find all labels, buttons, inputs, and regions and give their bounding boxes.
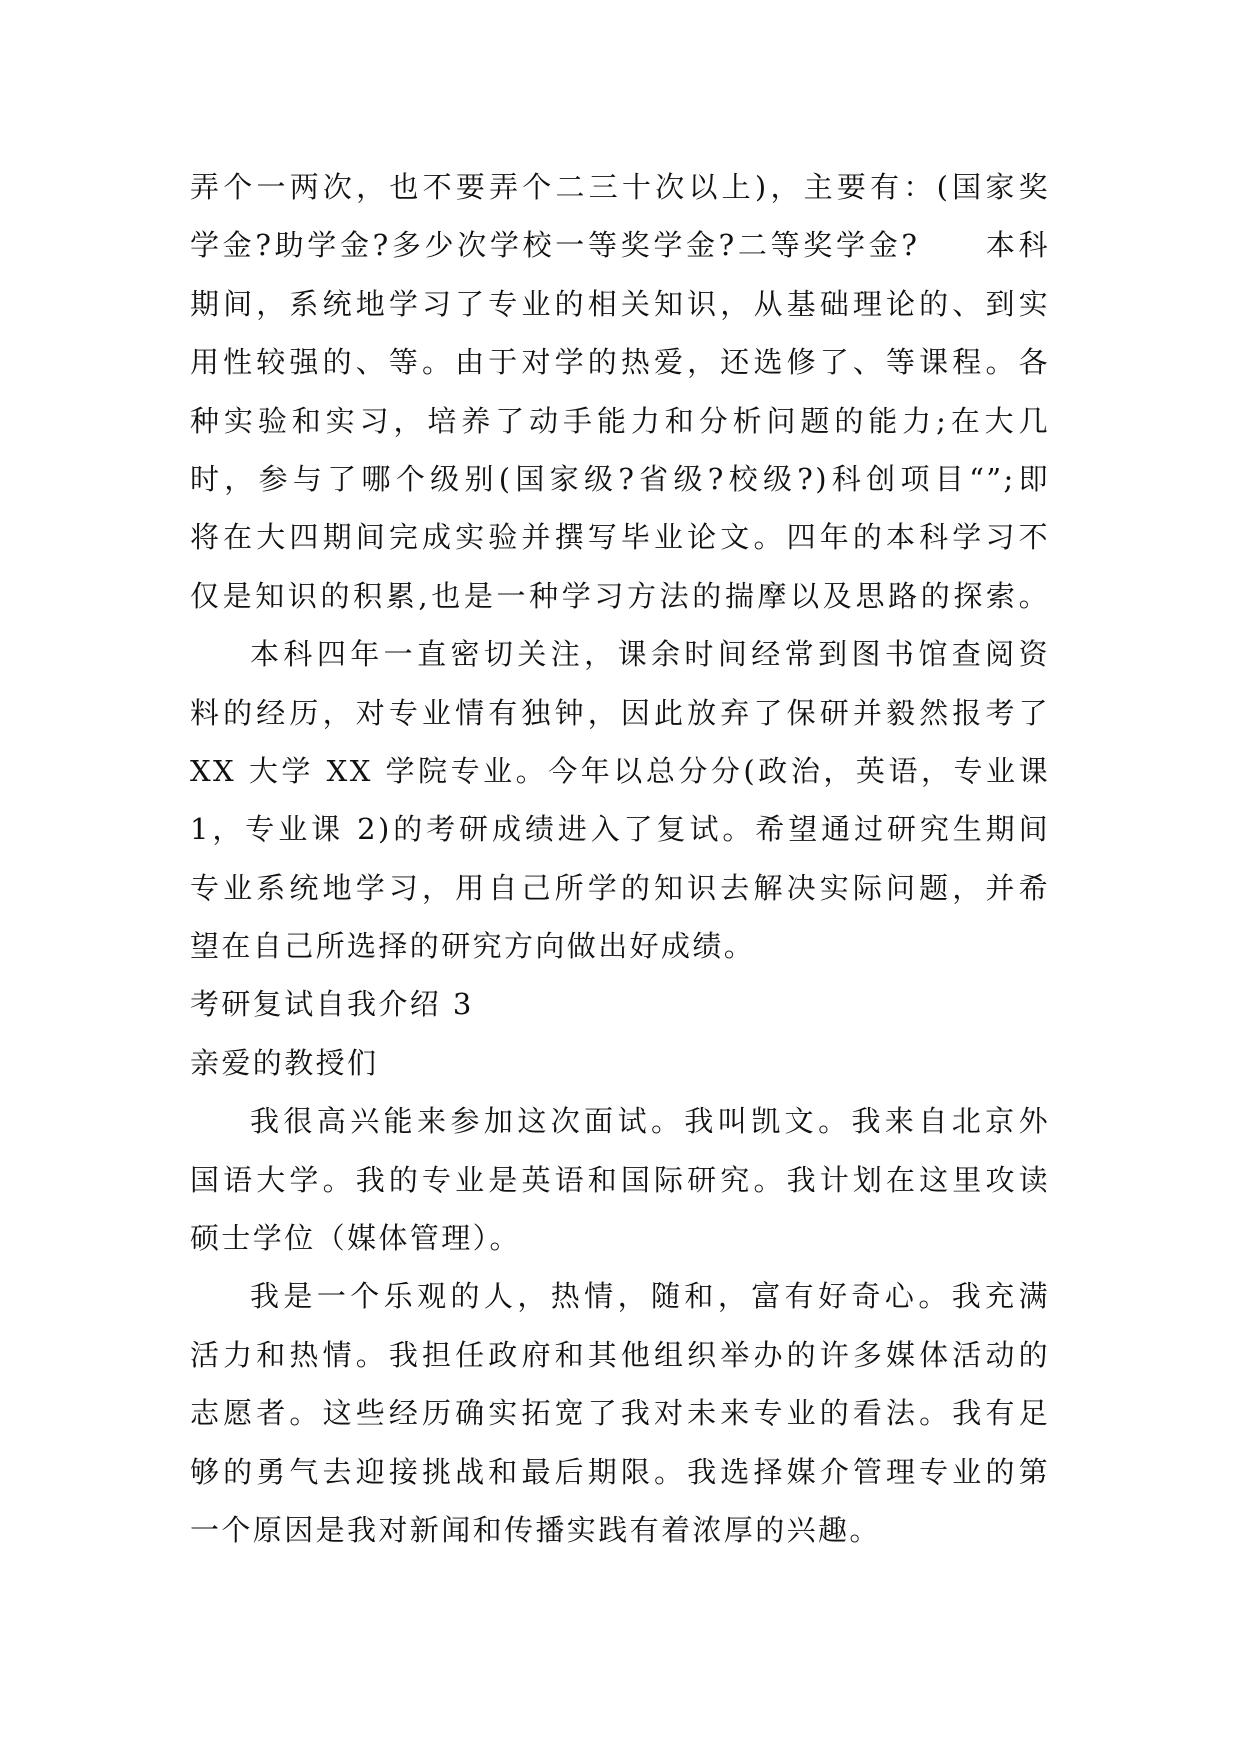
paragraph-end-line: 望在自己所选择的研究方向做出好成绩。 <box>190 929 756 964</box>
body-line: 学金?助学金?多少次学校一等奖学金?二等奖学金? 本科 <box>190 228 1050 263</box>
body-line: 时，参与了哪个级别(国家级?省级?校级?)科创项目“”;即 <box>190 461 1050 496</box>
body-line: 活力和热情。我担任政府和其他组织举办的许多媒体活动的 <box>190 1337 1050 1372</box>
body-line: 弄个一两次，也不要弄个二三十次以上)，主要有：(国家奖 <box>190 170 1050 204</box>
section-heading: 考研复试自我介绍 3 <box>190 987 474 1022</box>
paragraph-start-line: 我是一个乐观的人，热情，随和，富有好奇心。我充满 <box>250 1279 1050 1314</box>
body-line: 仅是知识的积累,也是一种学习方法的揣摩以及思路的探索。 <box>190 578 1050 613</box>
body-line: 国语大学。我的专业是英语和国际研究。我计划在这里攻读 <box>190 1162 1050 1197</box>
body-line: 用性较强的、等。由于对学的热爱，还选修了、等课程。各 <box>190 345 1050 380</box>
salutation: 亲爱的教授们 <box>190 1045 379 1080</box>
body-line: 1，专业课 2)的考研成绩进入了复试。希望通过研究生期间 <box>190 812 1050 847</box>
paragraph-start-line: 我很高兴能来参加这次面试。我叫凯文。我来自北京外 <box>250 1104 1050 1139</box>
body-line: 种实验和实习，培养了动手能力和分析问题的能力;在大几 <box>190 403 1050 438</box>
body-line: 专业系统地学习，用自己所学的知识去解决实际问题，并希 <box>190 870 1050 905</box>
body-line: XX 大学 XX 学院专业。今年以总分分(政治，英语，专业课 <box>190 753 1050 788</box>
paragraph-start-line: 本科四年一直密切关注，课余时间经常到图书馆查阅资 <box>250 637 1050 672</box>
paragraph-end-line: 硕士学位（媒体管理）。 <box>190 1221 521 1256</box>
paragraph-end-line: 一个原因是我对新闻和传播实践有着浓厚的兴趣。 <box>190 1512 881 1547</box>
body-line: 将在大四期间完成实验并撰写毕业论文。四年的本科学习不 <box>190 520 1050 555</box>
body-line: 够的勇气去迎接挑战和最后期限。我选择媒介管理专业的第 <box>190 1454 1050 1489</box>
body-line: 期间，系统地学习了专业的相关知识，从基础理论的、到实 <box>190 286 1050 321</box>
document-body <box>190 158 1050 1559</box>
body-line: 料的经历，对专业情有独钟，因此放弃了保研并毅然报考了 <box>190 695 1050 730</box>
body-line: 志愿者。这些经历确实拓宽了我对未来专业的看法。我有足 <box>190 1396 1050 1431</box>
